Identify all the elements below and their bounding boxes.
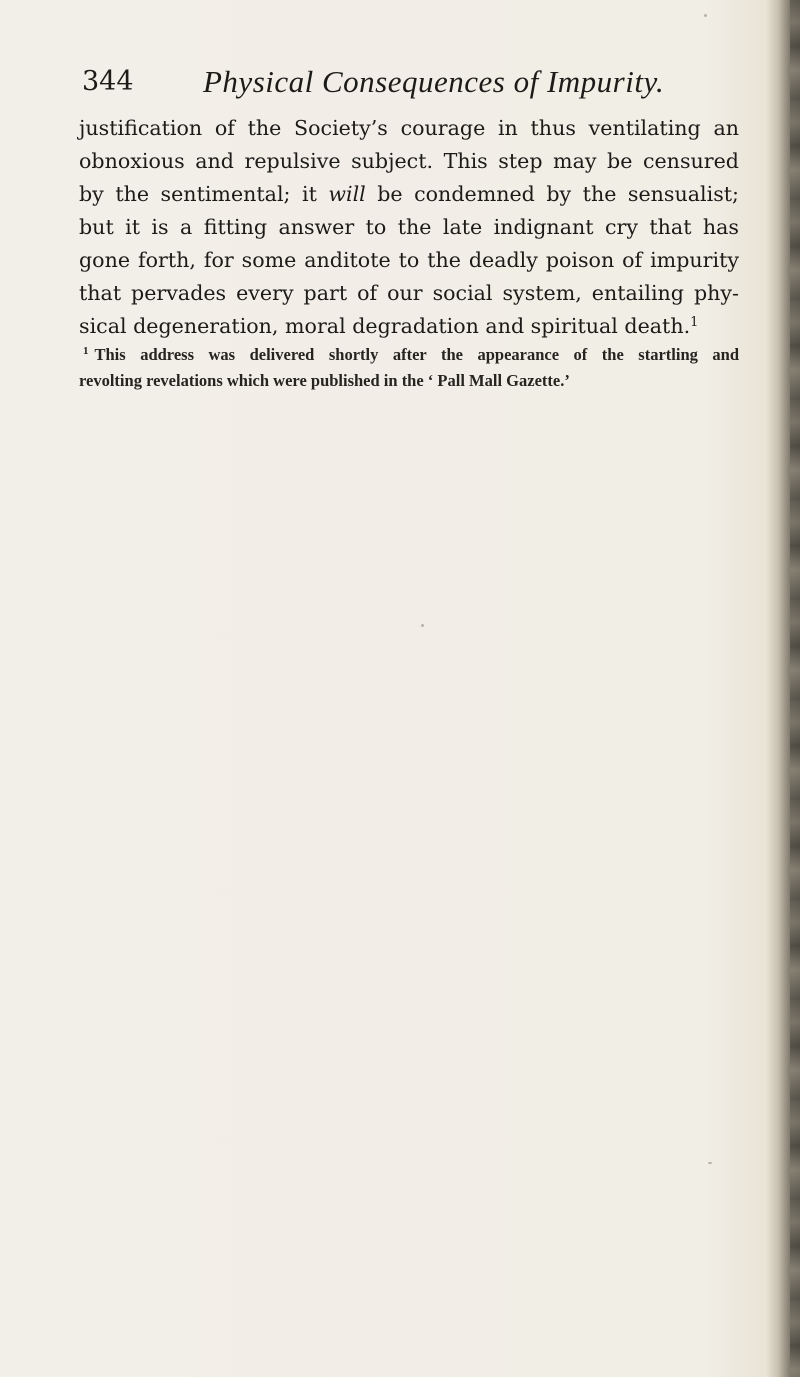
text-line: but it is a fitting answer to the late indignant cry that has <box>79 215 739 239</box>
text-span: sical degeneration, moral degradation and spiritual death. <box>79 314 691 338</box>
emphasis-text: will <box>328 182 366 206</box>
text-line <box>79 310 739 343</box>
text-line: obnoxious and repulsive subject. This step may be censured <box>79 149 739 173</box>
text-line: gone forth, for some anditote to the deadly poison of impurity <box>79 248 739 272</box>
footnote-line <box>79 343 739 369</box>
page-number: 344 <box>82 66 134 97</box>
paper-speck <box>421 624 424 627</box>
text-span: by the sentimental; it <box>79 182 329 206</box>
paper-speck <box>708 1162 712 1164</box>
running-title: Physical Consequences of Impurity. <box>203 64 665 99</box>
footnote-reference: 1 <box>690 315 699 330</box>
text-line: that pervades every part of our social system, entailing phy- <box>79 281 739 305</box>
text-span: be condemned by the sensualist; <box>365 182 739 206</box>
footnote <box>79 343 739 392</box>
text-line: justification of the Society’s courage in thus ventilating an <box>79 116 739 140</box>
footnote-text: This address was delivered shortly after the appearance of the startling and <box>94 345 739 364</box>
running-header <box>82 62 665 102</box>
text-line <box>79 178 739 211</box>
footnote-line: revolting revelations which were published in the ‘ Pall Mall Gazette.’ <box>79 371 570 390</box>
page-edge-strip <box>790 0 800 1377</box>
paper-speck <box>704 14 707 17</box>
body-paragraph <box>79 112 739 343</box>
footnote-number: 1 <box>83 345 89 357</box>
